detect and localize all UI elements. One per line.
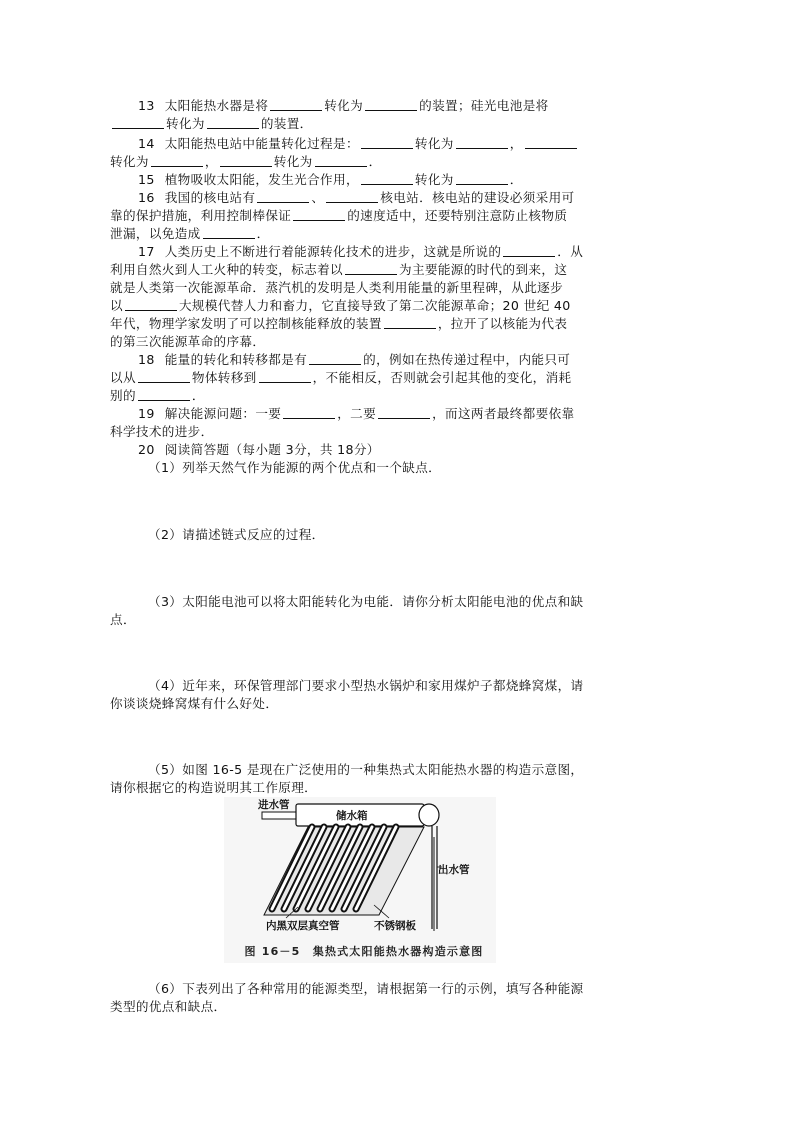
question-number: 20 xyxy=(138,442,155,457)
answer-blank[interactable] xyxy=(503,244,555,257)
sub-question-6-line-1: （6）下表列出了各种常用的能源类型，请根据第一行的示例，填写各种能源 xyxy=(148,981,584,996)
question-number: 16 xyxy=(138,190,155,205)
answer-blank[interactable] xyxy=(257,190,309,203)
question-17-line-2: 利用自然火到人工火种的转变，标志着以 为主要能源的时代的到来，这 xyxy=(110,262,568,277)
question-19-line-1: 19 解决能源问题：一要 ，二要 ，而这两者最终都要依靠 xyxy=(138,406,575,421)
question-16-line-1: 16 我国的核电站有 、 核电站．核电站的建设必须采用可 xyxy=(138,190,575,205)
vacuum-tube-label: 内黑双层真空管 xyxy=(266,920,340,932)
answer-blank[interactable] xyxy=(283,406,335,419)
answer-blank[interactable] xyxy=(361,172,413,185)
question-19-line-2: 科学技术的进步． xyxy=(110,424,214,439)
question-16-line-2: 靠的保护措施，利用控制棒保证 的速度适中，还要特别注意防止核物质 xyxy=(110,208,568,223)
question-15: 15 植物吸收太阳能，发生光合作用， 转化为 ． xyxy=(138,172,523,187)
question-number: 13 xyxy=(138,98,155,113)
sub-question-2: （2）请描述链式反应的过程． xyxy=(148,527,325,542)
answer-blank[interactable] xyxy=(220,154,272,167)
answer-blank[interactable] xyxy=(138,370,190,383)
answer-blank[interactable] xyxy=(151,154,203,167)
question-number: 14 xyxy=(138,136,155,151)
question-16-line-3: 泄漏，以免造成 ． xyxy=(110,226,270,241)
figure-caption: 图 16－5 集热式太阳能热水器构造示意图 xyxy=(244,945,484,958)
outlet-pipe-label: 出水管 xyxy=(438,864,470,876)
answer-blank[interactable] xyxy=(326,190,378,203)
sub-question-1: （1）列举天然气作为能源的两个优点和一个缺点． xyxy=(148,460,442,475)
answer-blank[interactable] xyxy=(365,98,417,111)
storage-tank-label: 储水箱 xyxy=(336,810,368,822)
answer-blank[interactable] xyxy=(456,136,508,149)
question-13-line-2: 转化为 的装置． xyxy=(110,115,610,133)
sub-question-4-line-2: 你谈谈烧蜂窝煤有什么好处． xyxy=(110,696,279,711)
sub-question-3-line-1: （3）太阳能电池可以将太阳能转化为电能．请你分析太阳能电池的优点和缺 xyxy=(148,594,584,609)
answer-blank[interactable] xyxy=(345,262,397,275)
answer-blank[interactable] xyxy=(270,98,322,111)
question-18-line-2: 以从 物体转移到 ，不能相反，否则就会引起其他的变化，消耗 xyxy=(110,370,572,385)
answer-blank[interactable] xyxy=(125,298,177,311)
answer-blank[interactable] xyxy=(293,208,345,221)
answer-blank[interactable] xyxy=(203,226,255,239)
question-17-line-4: 以 大规模代替人力和畜力，它直接导致了第二次能源革命；20 世纪 40 xyxy=(110,298,571,313)
answer-blank[interactable] xyxy=(315,154,367,167)
sub-question-4-line-1: （4）近年来，环保管理部门要求小型热水锅炉和家用煤炉子都烧蜂窝煤，请 xyxy=(148,678,584,693)
answer-blank[interactable] xyxy=(384,316,436,329)
inlet-pipe-label: 进水管 xyxy=(258,799,290,811)
sub-question-3-line-2: 点． xyxy=(110,612,136,627)
answer-blank[interactable] xyxy=(259,370,311,383)
question-17-line-1: 17 人类历史上不断进行着能源转化技术的进步，这就是所说的 ．从 xyxy=(138,244,584,259)
solar-water-heater-figure xyxy=(224,797,496,963)
question-14-line-2: 转化为 ， 转化为 ． xyxy=(110,154,382,169)
question-number: 18 xyxy=(138,352,155,367)
answer-blank[interactable] xyxy=(207,116,259,129)
sub-question-5-line-1: （5）如图 16-5 是现在广泛使用的一种集热式太阳能热水器的构造示意图， xyxy=(148,762,584,777)
answer-blank[interactable] xyxy=(456,172,508,185)
sub-question-6-line-2: 类型的优点和缺点． xyxy=(110,999,227,1014)
answer-blank[interactable] xyxy=(138,388,190,401)
question-18-line-1: 18 能量的转化和转移都是有 的，例如在热传递过程中，内能只可 xyxy=(138,352,571,367)
question-13-line-1: 13 太阳能热水器是将 转化为 的装置；硅光电池是将 xyxy=(138,98,549,113)
tank-end-cap xyxy=(419,804,439,826)
answer-blank[interactable] xyxy=(112,116,164,129)
question-number: 17 xyxy=(138,244,155,259)
question-17-line-6: 的第三次能源革命的序幕． xyxy=(110,334,266,349)
question-18-line-3: 别的 ． xyxy=(110,388,205,403)
question-14-line-1: 14 太阳能热电站中能量转化过程是： 转化为 ， xyxy=(138,135,638,153)
answer-blank[interactable] xyxy=(525,136,577,149)
sub-question-5-line-2: 请你根据它的构造说明其工作原理． xyxy=(110,780,318,795)
answer-blank[interactable] xyxy=(361,136,413,149)
inlet-pipe xyxy=(262,812,296,819)
question-17-line-3: 就是人类第一次能源革命．蒸汽机的发明是人类利用能量的新里程碑，从此逐步 xyxy=(110,280,564,295)
question-20-heading: 20 阅读简答题（每小题 3分，共 18分） xyxy=(138,442,380,457)
question-number: 19 xyxy=(138,406,155,421)
answer-blank[interactable] xyxy=(309,352,361,365)
steel-plate-label: 不锈钢板 xyxy=(374,920,416,932)
question-17-line-5: 年代，物理学家发明了可以控制核能释放的装置 ，拉开了以核能为代表 xyxy=(110,316,568,331)
question-number: 15 xyxy=(138,172,155,187)
answer-blank[interactable] xyxy=(378,406,430,419)
